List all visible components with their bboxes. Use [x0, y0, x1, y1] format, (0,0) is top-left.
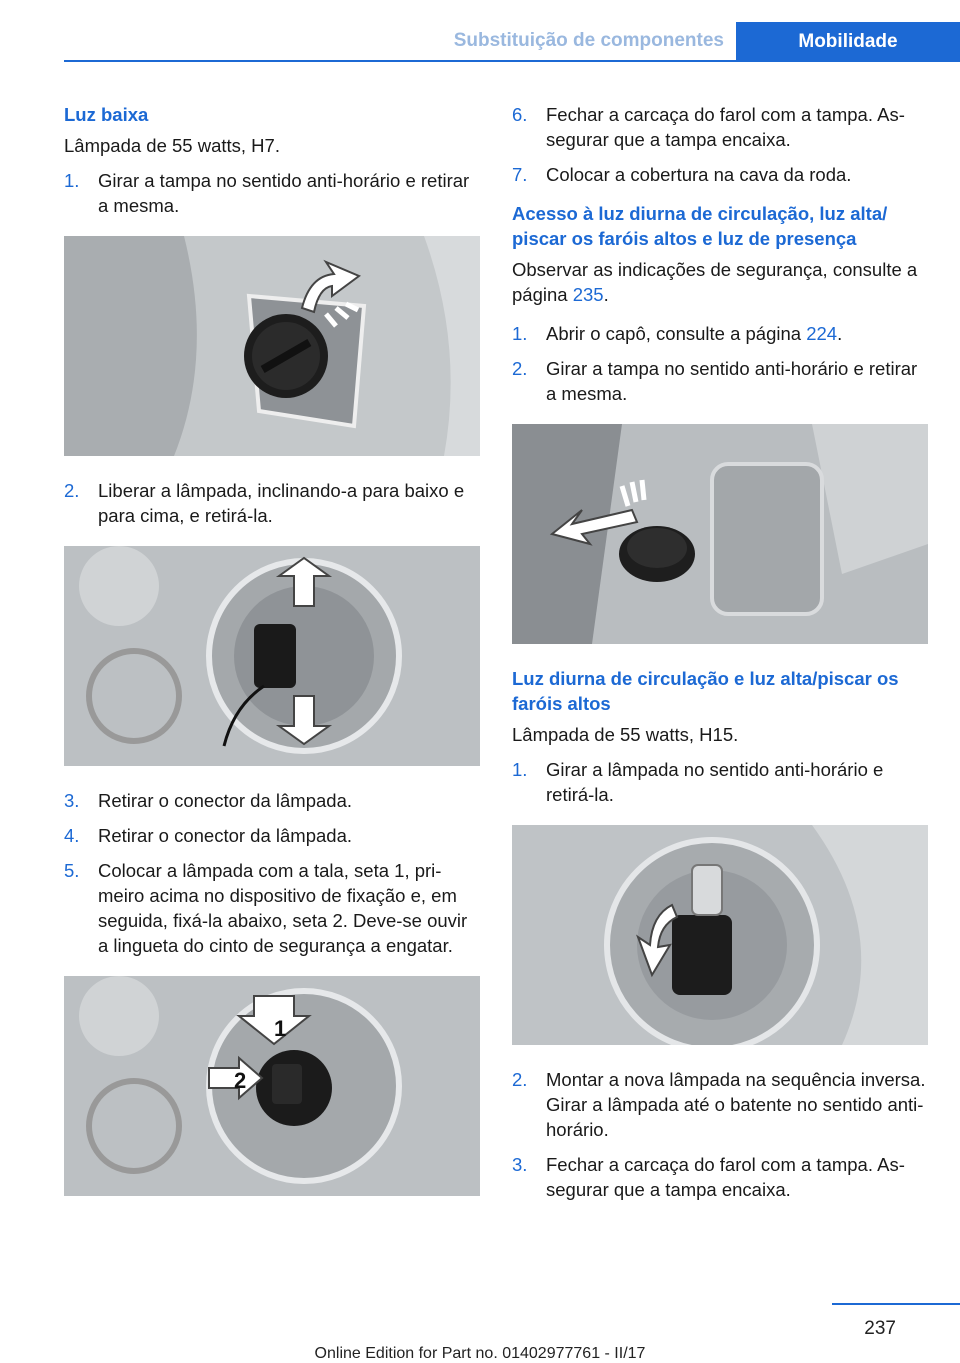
footer-rule: [832, 1303, 960, 1305]
right-column: [512, 102, 928, 1212]
header-tab-mobilidade[interactable]: Mobilidade: [736, 22, 960, 62]
section-heading-luz-baixa: Luz baixa: [64, 104, 149, 125]
step-text: Girar a tampa no sentido anti-horário e retirar a mesma.: [546, 358, 918, 404]
step-number: 2.: [512, 1069, 528, 1090]
step-text: Abrir o capô, consulte a página 224.: [546, 323, 843, 344]
step-number: 5.: [64, 860, 80, 881]
step-number: 2.: [64, 480, 80, 501]
step-text: Colocar a cobertura na cava da roda.: [546, 164, 852, 185]
step-number: 6.: [512, 104, 528, 125]
step-number: 1.: [64, 170, 80, 191]
left-column: [64, 102, 480, 1218]
step-number: 7.: [512, 164, 528, 185]
step-item: [512, 162, 928, 187]
figure-bulb-install: [64, 976, 480, 1196]
step-item: [512, 102, 928, 152]
safety-note-text: Observar as indicações de segurança, consulte a página: [512, 259, 918, 305]
figure-label-1: 1: [274, 1016, 287, 1041]
step-text: Fechar a carcaça do farol com a tampa. Assegurar que a tampa encaixa.: [546, 104, 905, 150]
section-heading-drl: Luz diurna de circulação e luz alta/piscar os faróis altos: [512, 668, 899, 714]
header-section-title: Substituição de componentes: [453, 30, 724, 51]
step-item: [64, 168, 480, 218]
step-number: 2.: [512, 358, 528, 379]
step-text: Montar a nova lâmpada na sequência inversa. Girar a lâmpada até o batente no sentido anti-horário.: [546, 1069, 926, 1140]
step-item: [64, 823, 480, 848]
step-item: [512, 757, 928, 807]
bulb-spec-h15: Lâmpada de 55 watts, H15.: [512, 724, 739, 745]
safety-note: Observar as indicações de segurança, consulte a página 235.: [512, 259, 918, 305]
header-rule: [64, 60, 960, 62]
step-text: Fechar a carcaça do farol com a tampa. Assegurar que a tampa encaixa.: [546, 1154, 905, 1200]
figure-h15-bulb: [512, 825, 928, 1045]
step-number: 3.: [64, 790, 80, 811]
step-number: 4.: [64, 825, 80, 846]
step-item: [512, 1152, 928, 1202]
step-item: [512, 356, 928, 406]
step-text: Girar a lâmpada no sentido anti-horário e retirá-la.: [546, 759, 884, 805]
step-number: 3.: [512, 1154, 528, 1175]
figure-cap-removal: [64, 236, 480, 456]
step-item: [512, 321, 928, 346]
page-link-235[interactable]: 235: [572, 284, 604, 305]
step-item: [64, 788, 480, 813]
figure-bulb-release: [64, 546, 480, 766]
step-item: [512, 1067, 928, 1142]
step-text: Retirar o conector da lâmpada.: [98, 825, 352, 846]
step-item: [64, 478, 480, 528]
step-number: 1.: [512, 759, 528, 780]
footer-edition: Online Edition for Part no. 01402977761 - II/17: [314, 1345, 646, 1362]
page-link-224[interactable]: 224: [806, 323, 838, 344]
figure-label-2: 2: [234, 1068, 247, 1093]
figure-engine-bay-cap: [512, 424, 928, 644]
bulb-spec: Lâmpada de 55 watts, H7.: [64, 135, 280, 156]
step-text: Retirar o conector da lâmpada.: [98, 790, 352, 811]
step-text: Liberar a lâmpada, inclinando-a para baixo e para cima, e retirá-la.: [98, 480, 465, 526]
step-text-main: Abrir o capô, consulte a página: [546, 323, 802, 344]
page-number: 237: [864, 1318, 896, 1339]
step-text: Colocar a lâmpada com a tala, seta 1, primeiro acima no dispositivo de fixação e, em seguida, fixá-la abaixo, seta 2. Deve-se ouvir a lingueta do cinto de segurança a engatar.: [98, 860, 468, 956]
step-number: 1.: [512, 323, 528, 344]
step-text: Girar a tampa no sentido anti-horário e retirar a mesma.: [98, 170, 470, 216]
step-item: [64, 858, 480, 958]
section-heading-access: Acesso à luz diurna de circulação, luz alta/ piscar os faróis altos e luz de presença: [512, 203, 888, 249]
